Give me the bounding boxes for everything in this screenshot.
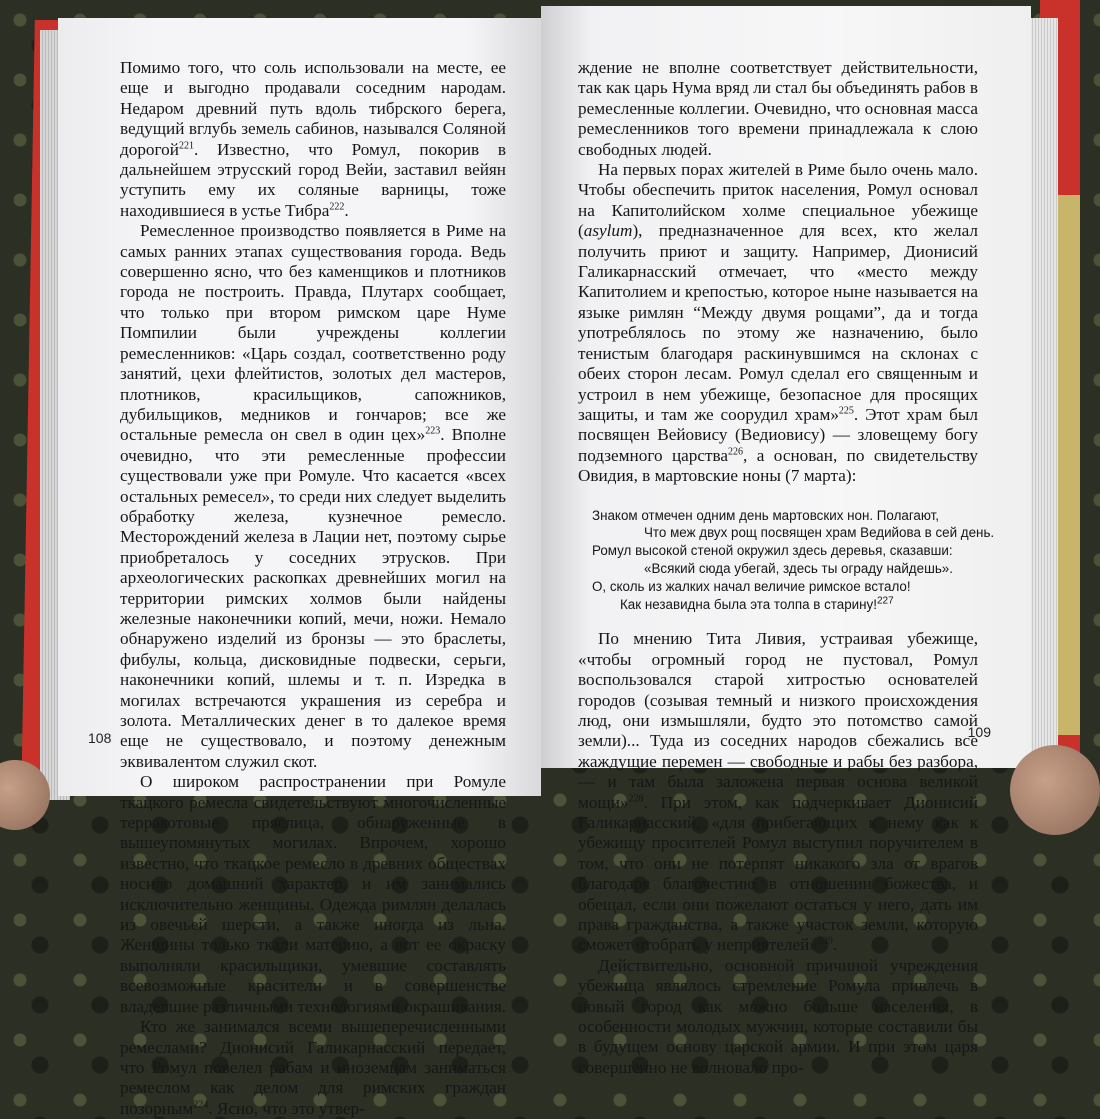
- paragraph: [120, 772, 506, 1017]
- footnote-ref: 228: [628, 792, 644, 804]
- footnote-ref: 222: [329, 201, 345, 213]
- poem-quote: [592, 507, 995, 614]
- footnote-ref: 226: [728, 445, 744, 457]
- text-run: О широком распространении при Ромуле ткацкого ремесла свидетельствуют многочисленные терракотовые пряслица, обнаруженные в вышеупомянутых могилах. Впрочем, хорошо известно, что ткацкое ремесло в древних обществах носило домашний характер, и им занимались исключительно женщины. Одежда римлян делалась из овечьей шерсти, а также иногда из льна. Женщины только ткали материю, а вот ее окраску выполняли красильщики, умевшие составлять всевозможные красители и в совершенстве владевшие различными технологиями окрашивания.: [120, 772, 506, 1016]
- paragraph: [578, 956, 978, 1078]
- left-page: [58, 18, 541, 1118]
- paragraph: [578, 160, 978, 487]
- text-run: .: [344, 200, 349, 220]
- text-run: Кто же занимался всеми вышеперечисленными ремеслами? Дионисий Галикарнасский передает, что Ромул повелел рабам и иноземцам заниматься ремеслом как делом для римских граждан позорным: [120, 1017, 506, 1118]
- poem-line-text: Как незавидна была эта толпа в старину!: [620, 596, 877, 612]
- poem-line: [592, 578, 978, 596]
- poem-line: [592, 507, 978, 525]
- text-run: ждение не вполне соответствует действительности, так как царь Нума вряд ли стал бы объединять рабов в ремесленные коллегии. Очевидно, что основная масса ремесленников того времени принадлежала к слою свободных людей.: [578, 58, 978, 159]
- paragraph: [578, 629, 978, 956]
- poem-line-text: Знаком отмечен одним день мартовских нон. Полагают,: [592, 507, 939, 523]
- footnote-ref: 221: [178, 139, 194, 151]
- paragraph: [120, 58, 506, 221]
- text-run: . Известно, что Ромул, покорив в дальнейшем этрусский город Вейи, заставил вейян уступить ему их соляные варницы, тоже находившиеся в устье Тибра: [120, 139, 506, 220]
- thumb-right: [1010, 745, 1100, 835]
- text-run: На первых порах жителей в Риме было очень мало. Чтобы обеспечить приток населения, Ромул основал на Капитолийском холме специальное убежище (: [578, 160, 978, 241]
- right-page-number: 109: [967, 724, 991, 740]
- text-run: . Ясно, что это утвер-: [208, 1098, 365, 1118]
- footnote-ref: 225: [838, 405, 854, 417]
- text-run: . При этом, как подчеркивает Дионисий Галикарнасский, «для прибегающих к нему как к убежищу просителей Ромул выступил поручителем в том, что они не потерпят никакого зла от врагов благодаря благочестию в отношении божества, и обещал, если они пожелают остаться у него, дать им права гражданства, а также участок земли, которую сможет отобрать у неприятелей»: [578, 792, 978, 955]
- text-run: Действительно, основной причиной учреждения убежища являлось стремление Ромула привлечь в новый город как можно больше населения, в особенности молодых мужчин, которые составили бы в будущем основу царской армии. И при этом царя совершенно не волновало про-: [578, 955, 978, 1077]
- poem-line: [592, 524, 995, 542]
- poem-line-text: «Всякий сюда убегай, здесь ты ограду найдешь».: [644, 560, 953, 576]
- poem-line-text: Что меж двух рощ посвящен храм Ведийова в сей день.: [644, 525, 995, 541]
- left-page-number: 108: [88, 730, 112, 746]
- text-run: ), предназначенное для всех, кто желал получить приют и защиту. Например, Дионисий Галикарнасский отмечает, что «место между Капитолием и крепостью, которое ныне называется на языке римлян “Между двумя рощами”, да и тогда употреблялось по этому же назначению, было тенистым благодаря раскинувшимся на склонах с обеих сторон лесам. Ромул сделал его священным и устроил в нем убежище, безопасное для просящих защиты, и там же соорудил храм»: [578, 221, 978, 424]
- left-page-text: [120, 58, 506, 1119]
- paragraph: [578, 58, 978, 160]
- text-run: .: [832, 935, 838, 955]
- footnote-ref: 224: [193, 1098, 209, 1110]
- poem-line: [592, 560, 978, 578]
- text-run: По мнению Тита Ливия, устраивая убежище, «чтобы огромный город не пустовал, Ромул воспользовался старой хитростью основателей городов (созывая темный и низкого происхождения люд, они измышляли, будто это потомство самой земли)... Туда из соседних народов сбежались все жаждущие перемен — свободные и рабы без разбора, — и там была заложена первая основа великой мощи»: [578, 629, 978, 812]
- text-run: . Вполне очевидно, что эти ремесленные профессии существовали уже при Ромуле. Что касается «всех остальных ремесел», то среди них следует выделить обработку железа, кузнечное ремесло. Месторождений железа в Лации нет, поэтому сырье приобреталось у соседних этрусков. При археологических раскопках древнейших могил на территории римских холмов были найдены железные наконечники копий, мечи, ножи. Немало обнаружено изделий из бронзы — это браслеты, фибулы, кольца, дисковидные подвески, серьги, наконечники копий, шлемы и т. п. Изредка в могилах встречаются украшения из серебра и золота. Металлических денег в то далекое время еще не существовало, и поэтому денежным эквивалентом служил скот.: [120, 425, 506, 771]
- footnote-ref: 229: [817, 935, 833, 947]
- paragraph: [120, 221, 506, 772]
- text-run: , а основан, по свидетельству Овидия, в мартовские ноны (7 марта):: [578, 445, 978, 486]
- poem-line-text: Ромул высокой стеной окружил здесь деревья, сказавши:: [592, 543, 953, 559]
- footnote-ref: 223: [425, 425, 441, 437]
- paragraph: [120, 1017, 506, 1119]
- text-run: Ремесленное производство появляется в Риме на самых ранних этапах существования города. Ведь совершенно ясно, что без каменщиков и плотников города не построить. Правда, Плутарх сообщает, что только при втором римском царе Нуме Помпилии были учреждены коллегии ремесленников: «Царь создал, соответственно роду занятий, цехи флейтистов, золотых дел мастеров, плотников, красильщиков, сапожников, дубильщиков, медников и гончаров; все же остальные ремесла он свел в один цех»: [120, 221, 506, 445]
- poem-line: [592, 542, 978, 560]
- poem-line: [592, 596, 978, 614]
- italic-term: asylum: [583, 221, 633, 241]
- text-run: Помимо того, что соль использовали на месте, ее еще и выгодно продавали соседним народам. Недаром древний путь вдоль тибрского берега, ведущий вглубь земель сабинов, назывался Соляной дорогой: [120, 58, 506, 159]
- poem-line-text: О, сколь из жалких начал величие римское встало!: [592, 578, 911, 594]
- right-page: [541, 6, 1031, 1077]
- text-run: . Этот храм был посвящен Вейовису (Ведиовису) — зловещему богу подземного царства: [578, 404, 978, 465]
- footnote-ref: 227: [876, 595, 894, 607]
